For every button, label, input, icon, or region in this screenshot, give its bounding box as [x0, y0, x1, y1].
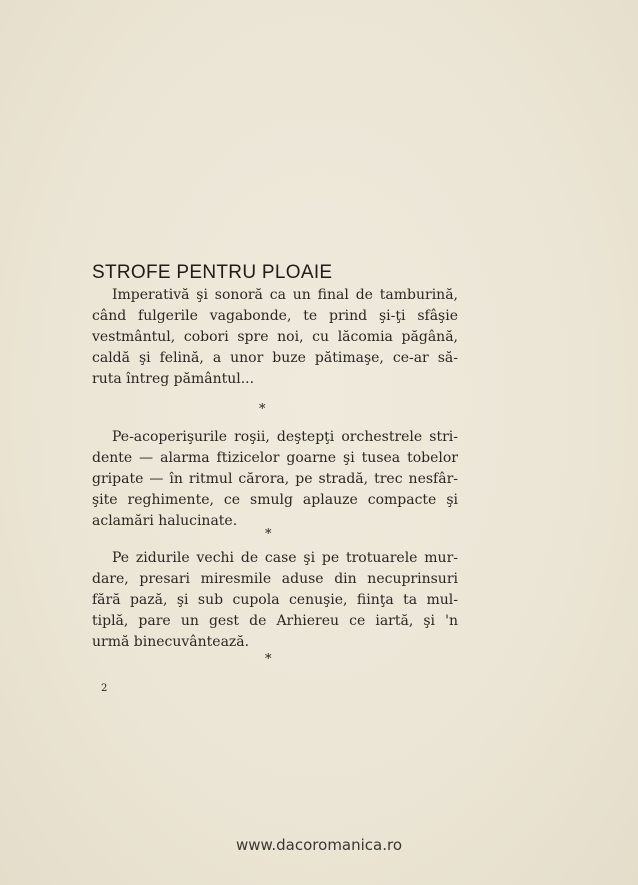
source-url[interactable]: www.dacoromanica.ro — [235, 836, 403, 854]
stanza-line: urmă binecuvântează. — [92, 634, 250, 650]
stanza-line: fără pază, şi sub cupola cenuşie, fiinţa ta mul- — [92, 592, 458, 608]
stanza-line: aclamări halucinate. — [92, 513, 238, 529]
stanza-line: dente — alarma ftizicelor goarne şi tusea tobelor — [92, 450, 458, 466]
stanza-line: şite reghimente, ce smulg aplauze compacte şi — [92, 492, 458, 508]
stanza-separator: * — [265, 652, 272, 667]
stanza-line: când fulgerile vagabonde, te prind şi-ţi sfâşie — [92, 308, 458, 324]
stanza-line: vestmântul, cobori spre noi, cu lăcomia păgână, — [92, 329, 458, 345]
stanza-line: Pe-acoperişurile roşii, deştepţi orchestrele stri- — [112, 429, 458, 445]
stanza-separator: * — [265, 527, 272, 542]
stanza-3 — [92, 548, 458, 653]
stanza-line: Imperativă şi sonoră ca un final de tamburină, — [112, 287, 458, 303]
stanza-line: caldă şi felină, a unor buze pătimaşe, ce-ar să- — [92, 350, 458, 366]
stanza-line: gripate — în ritmul cărora, pe stradă, trec nesfâr- — [92, 471, 458, 487]
stanza-1 — [92, 285, 458, 390]
stanza-separator: * — [259, 402, 266, 417]
page-number: 2 — [101, 683, 108, 694]
stanza-line: tiplă, pare un gest de Arhiereu ce iartă, şi 'n — [92, 613, 458, 629]
stanza-line: dare, presari miresmile aduse din necuprinsuri — [92, 571, 458, 587]
poem-title: STROFE PENTRU PLOAIE — [92, 262, 333, 283]
stanza-2 — [92, 427, 458, 532]
stanza-line: Pe zidurile vechi de case şi pe trotuarele mur- — [112, 550, 458, 566]
stanza-line: ruta întreg pământul... — [92, 371, 255, 387]
